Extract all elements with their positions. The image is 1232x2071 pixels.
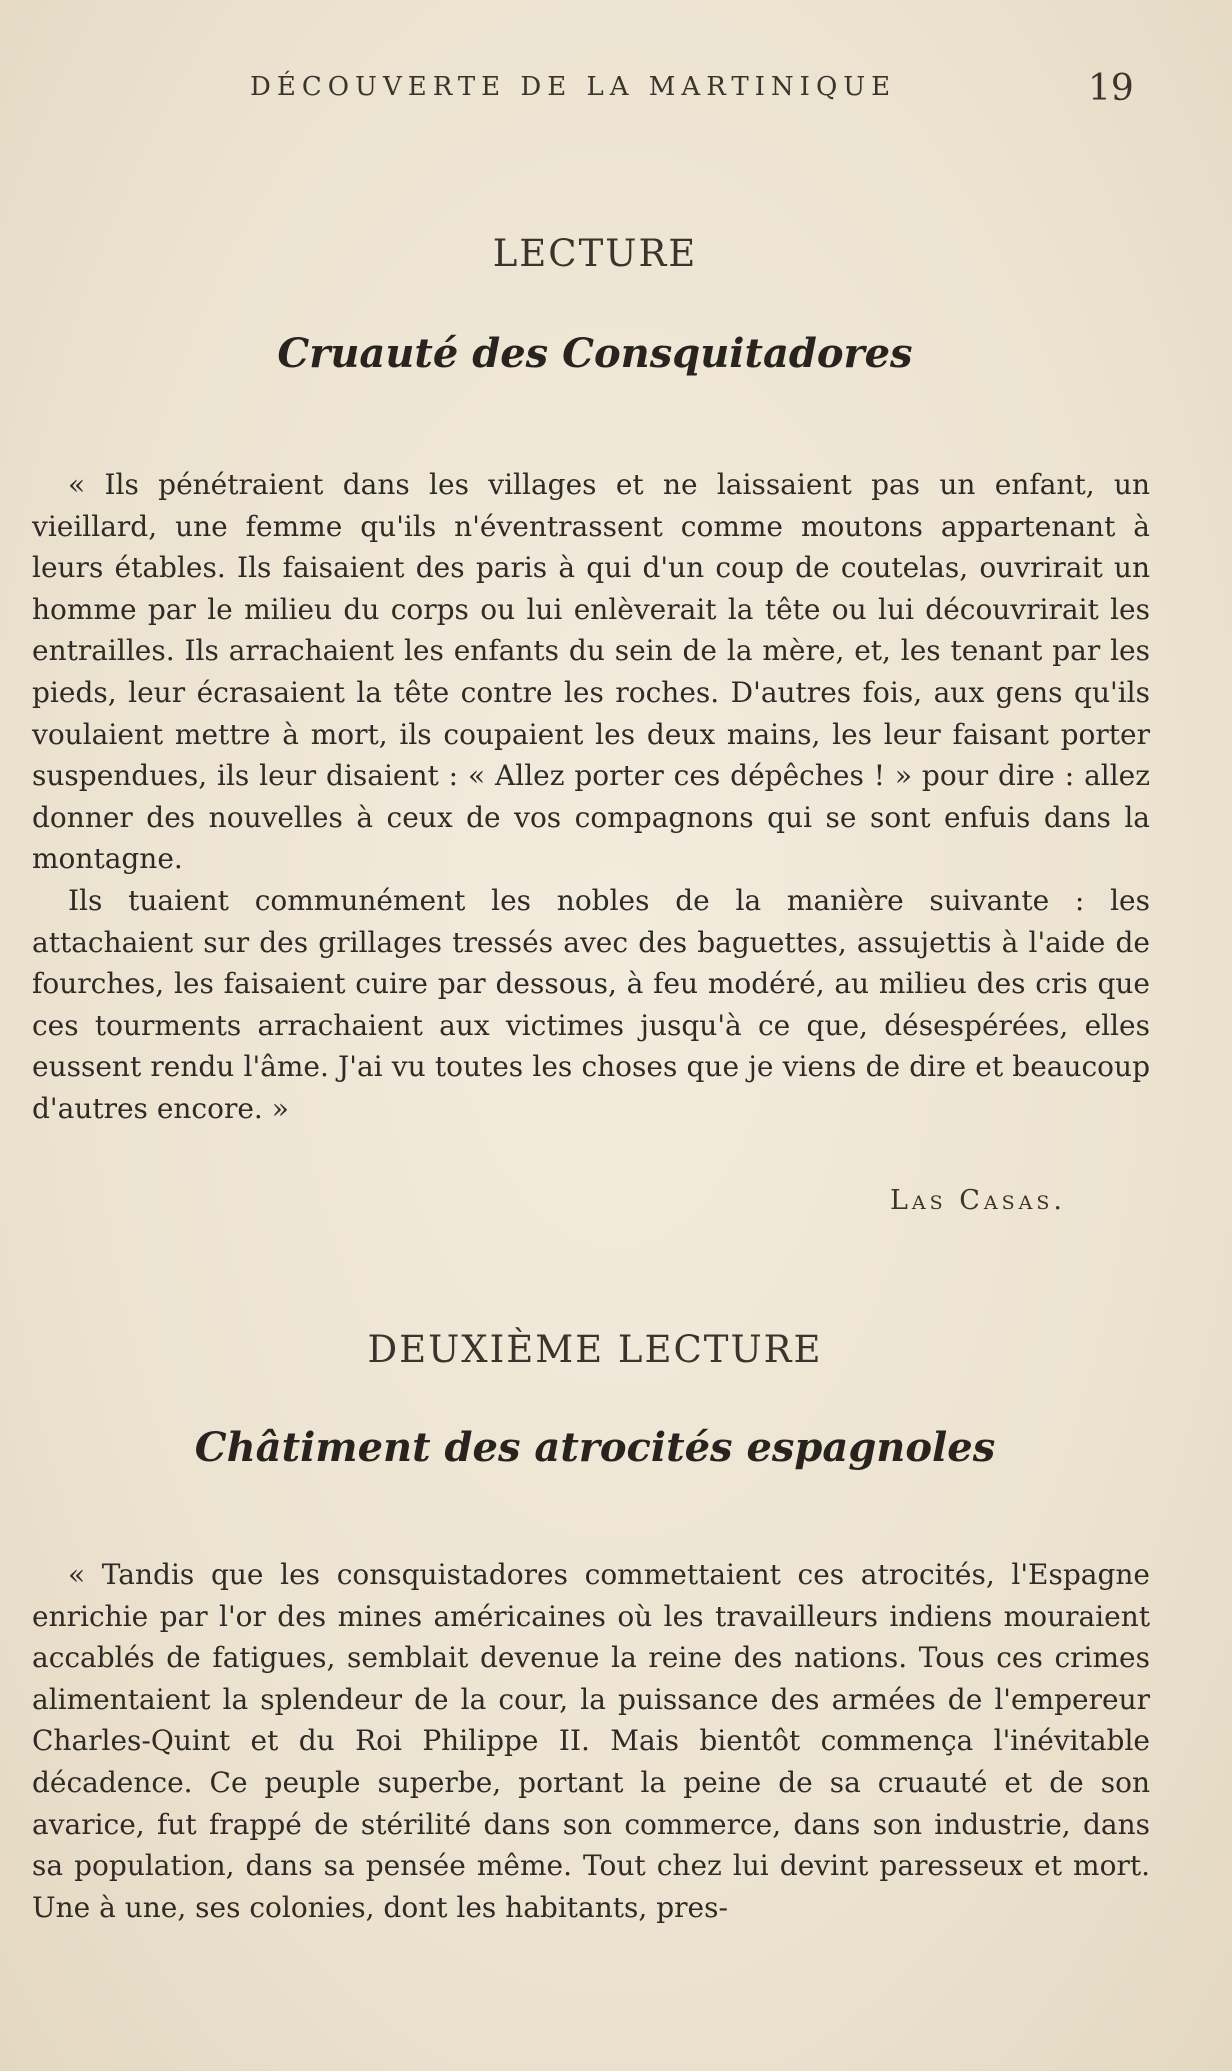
running-head: DÉCOUVERTE DE LA MARTINIQUE <box>250 72 897 102</box>
paragraph: Ils tuaient communément les nobles de la manière suivante : les attachaient sur des grillages tressés avec des baguettes, assujettis à l'aide de fourches, les faisaient cuire par dessous, à feu modéré, au milieu des cris que ces tourments arrachaient aux victimes jusqu'à ce que, désespérées, elles eussent rendu l'âme. J'ai vu toutes les choses que je viens de dire et beaucoup d'autres encore. » <box>32 883 1150 1125</box>
page-number: 19 <box>1088 68 1134 109</box>
paragraph: « Ils pénétraient dans les villages et ne laissaient pas un enfant, un vieillard, une femme qu'ils n'éventrassent comme moutons appartenant à leurs étables. Ils faisaient des paris à qui d'un coup de coutelas, ouvrirait un homme par le milieu du corps ou lui enlèverait la tête ou lui découvrirait les entrailles. Ils arrachaient les enfants du sein de la mère, et, les tenant par les pieds, leur écrasaient la tête contre les roches. D'autres fois, aux gens qu'ils voulaient mettre à mort, ils coupaient les deux mains, les leur faisant porter suspendues, ils leur disaient : « Allez porter ces dépêches ! » pour dire : allez donner des nouvelles à ceux de vos compagnons qui se sont enfuis dans la montagne. <box>32 468 1150 876</box>
section-body-cruaute <box>32 464 1150 1130</box>
section-title-cruaute: Cruauté des Consquitadores <box>277 330 913 377</box>
paragraph: « Tandis que les consquistadores commettaient ces atrocités, l'Espagne enrichie par l'or des mines américaines où les travailleurs indiens mouraient accablés de fatigues, semblait devenue la reine des nations. Tous ces crimes alimentaient la splendeur de la cour, la puissance des armées de l'empereur Charles-Quint et du Roi Philippe II. Mais bientôt commença l'inévitable décadence. Ce peuple superbe, portant la peine de sa cruauté et de son avarice, fut frappé de stérilité dans son commerce, dans son industrie, dans sa population, dans sa pensée même. Tout chez lui devint paresseux et mort. Une à une, ses colonies, dont les habitants, pres- <box>32 1558 1150 1924</box>
section-heading-lecture: LECTURE <box>492 232 698 275</box>
section-heading-deuxieme-lecture: DEUXIÈME LECTURE <box>367 1328 823 1371</box>
signature-las-casas: Las Casas. <box>890 1185 1066 1216</box>
section-title-chatiment: Châtiment des atrocités espagnoles <box>194 1424 996 1471</box>
section-body-chatiment <box>32 1554 1150 1928</box>
